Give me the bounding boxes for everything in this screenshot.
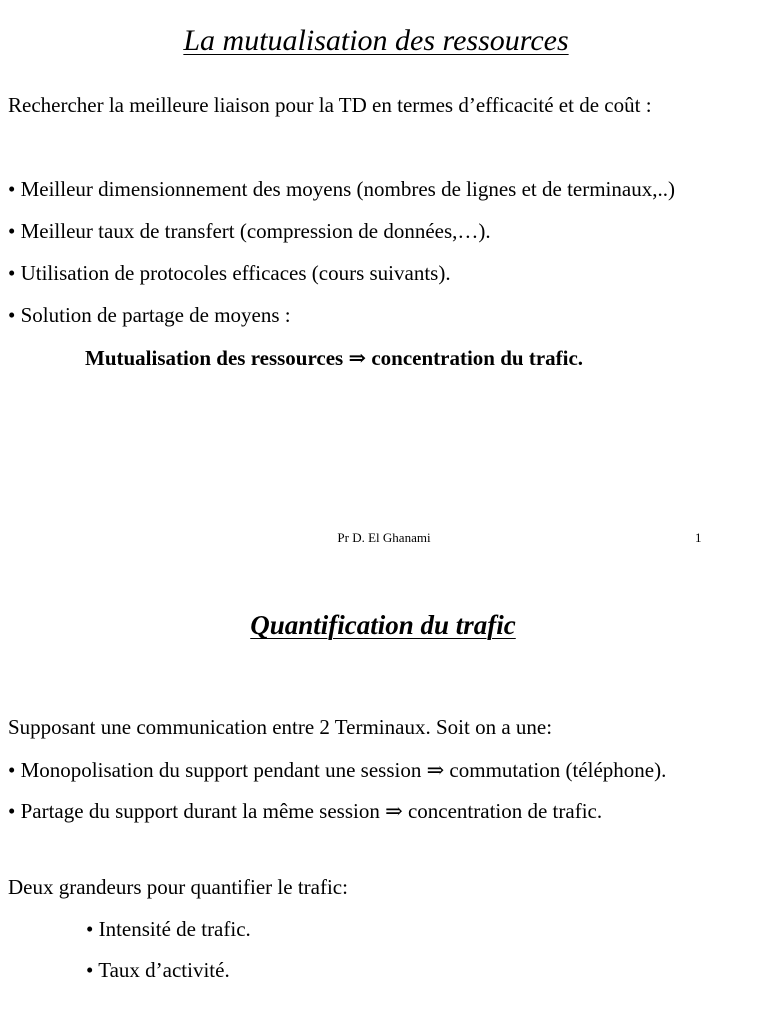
slide1-bullet-3: • Utilisation de protocoles efficaces (cours suivants).: [8, 261, 451, 285]
slide1-bullet-2: • Meilleur taux de transfert (compression de données,…).: [8, 219, 491, 243]
slide1-conclusion: Mutualisation des ressources ⇒ concentration du trafic.: [85, 346, 584, 370]
slide2-subtitle: Deux grandeurs pour quantifier le trafic:: [8, 875, 348, 899]
slide2-bullet-2: • Partage du support durant la même session ⇒ concentration de trafic.: [8, 799, 603, 823]
slide1-bullet-4: • Solution de partage de moyens :: [8, 303, 291, 327]
slide2-intro: Supposant une communication entre 2 Terminaux. Soit on a une:: [8, 715, 553, 739]
slide2-bullet-1: • Monopolisation du support pendant une session ⇒ commutation (téléphone).: [8, 758, 667, 782]
slide2-title: Quantification du trafic: [250, 610, 516, 640]
footer-author: Pr D. El Ghanami: [337, 530, 431, 545]
slide1-title: La mutualisation des ressources: [183, 24, 569, 57]
slide2-sub-bullet-1: • Intensité de trafic.: [86, 917, 251, 941]
page-number: 1: [695, 530, 702, 545]
slide1-bullet-1: • Meilleur dimensionnement des moyens (nombres de lignes et de terminaux,..): [8, 177, 675, 201]
slide1-intro: Rechercher la meilleure liaison pour la TD en termes d’efficacité et de coût :: [8, 93, 652, 117]
slide2-sub-bullet-2: • Taux d’activité.: [86, 958, 230, 982]
